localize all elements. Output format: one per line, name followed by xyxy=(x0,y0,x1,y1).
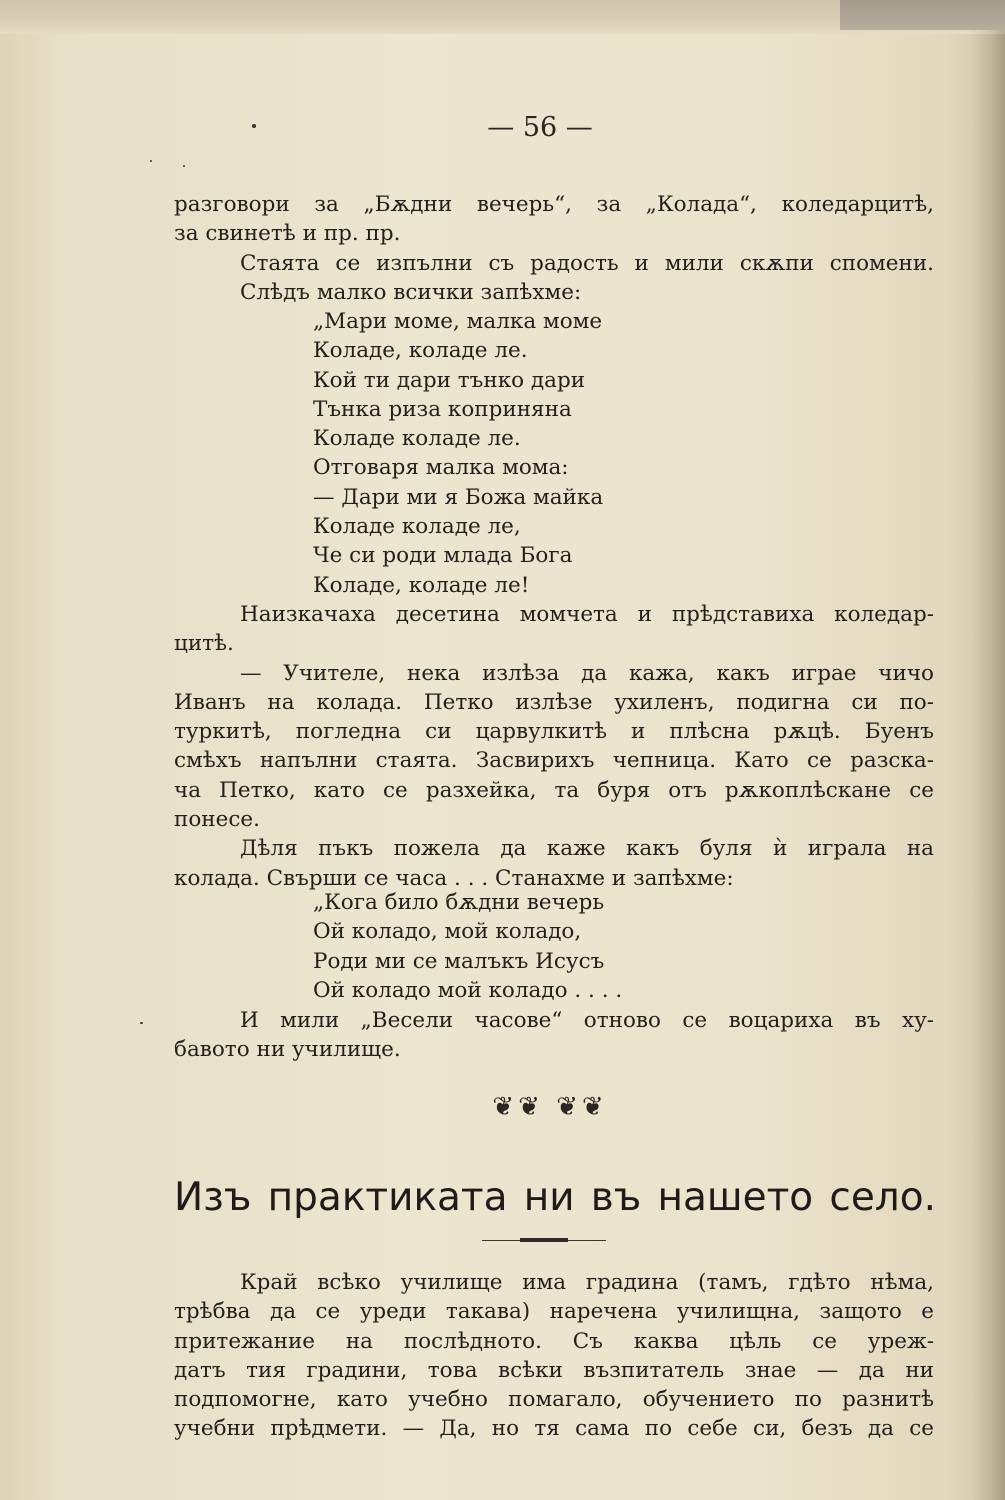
verse-line: Ой коладо мой коладо . . . . xyxy=(313,977,623,1003)
text-line: цитѣ. xyxy=(174,631,234,657)
verse-line: Роди ми се малъкъ Исусъ xyxy=(313,948,605,974)
text-line: за свинетѣ и пр. пр. xyxy=(174,221,401,247)
text-line: Дѣля пъкъ пожела да каже какъ буля ѝ играла на xyxy=(240,836,934,862)
verse-line: „Кога било бѫдни вечерь xyxy=(313,890,605,915)
verse-line: Кой ти дари тънко дари xyxy=(313,367,586,393)
text-line: Стаята се изпълни съ радость и мили скѫпи спомени. xyxy=(240,250,934,276)
verse-line: Коладе коладе ле. xyxy=(313,426,521,452)
floral-ornament: ❦❦ ❦❦ xyxy=(492,1092,608,1122)
paragraph-block-2 xyxy=(174,600,934,893)
verse-line: Коладе коладе ле, xyxy=(313,514,521,540)
text-line: И мили „Весели часове“ отново се воцариха въ ху- xyxy=(240,1008,934,1033)
carol-verse-1 xyxy=(174,307,934,600)
section-heading: Изъ практиката ни въ нашето село. xyxy=(174,1175,936,1220)
text-line: Край всѣко училище има градина (тамъ, гдѣто нѣма, xyxy=(240,1270,934,1295)
text-line: Наизкачаха десетина момчета и прѣдставиха коледар- xyxy=(240,602,934,627)
paper-speck xyxy=(183,165,185,167)
book-cover-corner xyxy=(840,0,1005,30)
text-line: смѣхъ напълни стаята. Засвирихъ чепница. Като се разска- xyxy=(174,748,934,774)
text-line: — Учителе, нека излѣза да кажа, какъ играе чичо xyxy=(240,660,934,686)
text-line: трѣбва да се уреди такава) наречена училищна, защото е xyxy=(174,1299,934,1325)
text-line: притежание на послѣдното. Съ каква цѣль се уреж- xyxy=(174,1328,934,1354)
verse-line: „Мари моме, малка моме xyxy=(313,309,603,334)
heading-rule-center xyxy=(520,1238,568,1242)
paragraph-block-1 xyxy=(174,190,934,307)
verse-line: Че си роди млада Бога xyxy=(313,543,573,569)
text-line: ча Петко, като се разхейка, та буря отъ рѫкоплѣскане се xyxy=(174,777,934,803)
verse-line: Ой коладо, мой коладо, xyxy=(313,919,582,945)
text-line: колада. Свърши се часа . . . Станахме и запѣхме: xyxy=(174,865,734,891)
text-line: учебни прѣдмети. — Да, но тя сама по себе си, безъ да се xyxy=(174,1416,934,1442)
verse-line: Коладе, коладе ле. xyxy=(313,338,528,364)
page-gutter-shadow xyxy=(970,30,1005,1500)
verse-line: — Дари ми я Божа майка xyxy=(313,484,604,510)
text-line: Слѣдъ малко всички запѣхме: xyxy=(240,279,582,305)
verse-line: Тънка риза коприняна xyxy=(313,396,572,422)
carol-verse-2 xyxy=(174,888,934,1005)
verse-line: Отговаря малка мома: xyxy=(313,455,569,481)
text-line: понесе. xyxy=(174,807,260,833)
text-line: датъ тия градини, това всѣки възпитатель знае — да ни xyxy=(174,1357,934,1383)
text-line: Иванъ на колада. Петко излѣзе ухиленъ, подигна си по- xyxy=(174,689,934,715)
text-line: туркитѣ, погледна си царвулкитѣ и плѣсна рѫцѣ. Буенъ xyxy=(174,719,934,745)
text-line: разговори за „Бѫдни вечерь“, за „Колада“, коледарцитѣ, xyxy=(174,192,934,217)
paragraph-block-4 xyxy=(174,1268,934,1444)
paper-speck xyxy=(140,1022,143,1024)
paragraph-block-3 xyxy=(174,1006,934,1065)
paper-speck xyxy=(150,160,152,162)
text-line: подпомогне, като учебно помагало, обучението по разнитѣ xyxy=(174,1387,934,1413)
text-line: бавото ни училище. xyxy=(174,1037,401,1063)
page-number: — 56 — xyxy=(487,112,593,143)
verse-line: Коладе, коладе ле! xyxy=(313,572,530,598)
